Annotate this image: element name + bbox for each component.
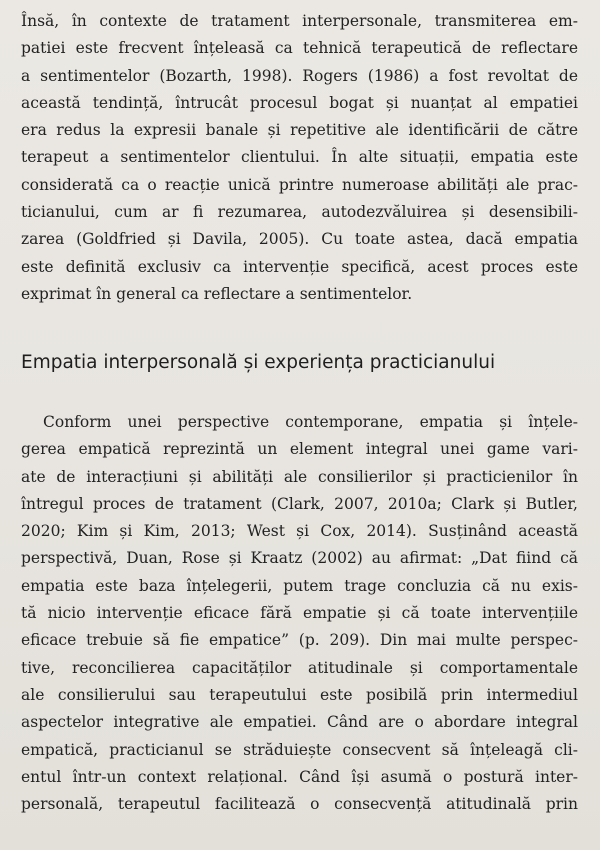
paragraph-1-line: terapeut a sentimentelor clientului. În alte situații, empatia este: [21, 148, 578, 167]
paragraph-1-line: Însă, în contexte de tratament interpersonale, transmiterea em-: [21, 12, 578, 30]
paragraph-2-first-line: Conform unei perspective contemporane, empatia și înțele-: [43, 413, 578, 431]
paragraph-2-line: ate de interacțiuni și abilități ale consilierilor și practicienilor în: [21, 467, 578, 486]
paragraph-1-last-line: exprimat în general ca reflectare a sentimentelor.: [21, 284, 413, 303]
paragraph-2-line: tă nicio intervenție eficace fără empatie și că toate intervențiile: [21, 604, 578, 623]
section-heading: Empatia interpersonală și experiența practicianului: [21, 352, 496, 373]
paragraph-2-line: ale consilierului sau terapeutului este posibilă prin intermediul: [21, 685, 578, 704]
paragraph-2-line: gerea empatică reprezintă un element integral unei game vari-: [21, 440, 578, 459]
paragraph-2-line: entul într-un context relațional. Când își asumă o postură inter-: [21, 767, 578, 786]
paragraph-1-line: era redus la expresii banale și repetitive ale identificării de către: [21, 121, 578, 140]
paragraph-2-line: tive, reconcilierea capacităților atitudinale și comportamentale: [21, 658, 578, 677]
paragraph-2-line: empatia este baza înțelegerii, putem trage concluzia că nu exis-: [21, 576, 578, 595]
paragraph-2-line: eficace trebuie să fie empatice” (p. 209). Din mai multe perspec-: [21, 631, 578, 650]
paragraph-1-line: patiei este frecvent înțeleasă ca tehnică terapeutică de reflectare: [21, 39, 578, 58]
paragraph-1-line: ticianului, cum ar fi rezumarea, autodezvăluirea și desensibili-: [21, 203, 578, 222]
paragraph-2-line: aspectelor integrative ale empatiei. Când are o abordare integral: [21, 713, 578, 732]
paragraph-2-line: empatică, practicianul se străduiește consecvent să înțeleagă cli-: [21, 740, 578, 759]
paragraph-1-line: zarea (Goldfried și Davila, 2005). Cu toate astea, dacă empatia: [21, 230, 578, 249]
paragraph-1: [21, 8, 578, 308]
paragraph-2-line: întregul proces de tratament (Clark, 2007, 2010a; Clark și Butler,: [21, 494, 578, 513]
paragraph-1-line: această tendință, întrucât procesul bogat și nuanțat al empatiei: [21, 93, 578, 112]
paragraph-2: [21, 409, 578, 818]
paragraph-1-line: este definită exclusiv ca intervenție specifică, acest proces este: [21, 257, 578, 276]
paragraph-2-line: perspectivă, Duan, Rose și Kraatz (2002) au afirmat: „Dat fiind că: [21, 549, 578, 568]
paragraph-2-line: 2020; Kim și Kim, 2013; West și Cox, 2014). Susținând această: [21, 522, 578, 541]
paragraph-2-line: personală, terapeutul facilitează o consecvență atitudinală prin: [21, 795, 578, 814]
paragraph-1-line: considerată ca o reacție unică printre numeroase abilități ale prac-: [21, 175, 578, 194]
paragraph-1-line: a sentimentelor (Bozarth, 1998). Rogers (1986) a fost revoltat de: [21, 66, 578, 85]
